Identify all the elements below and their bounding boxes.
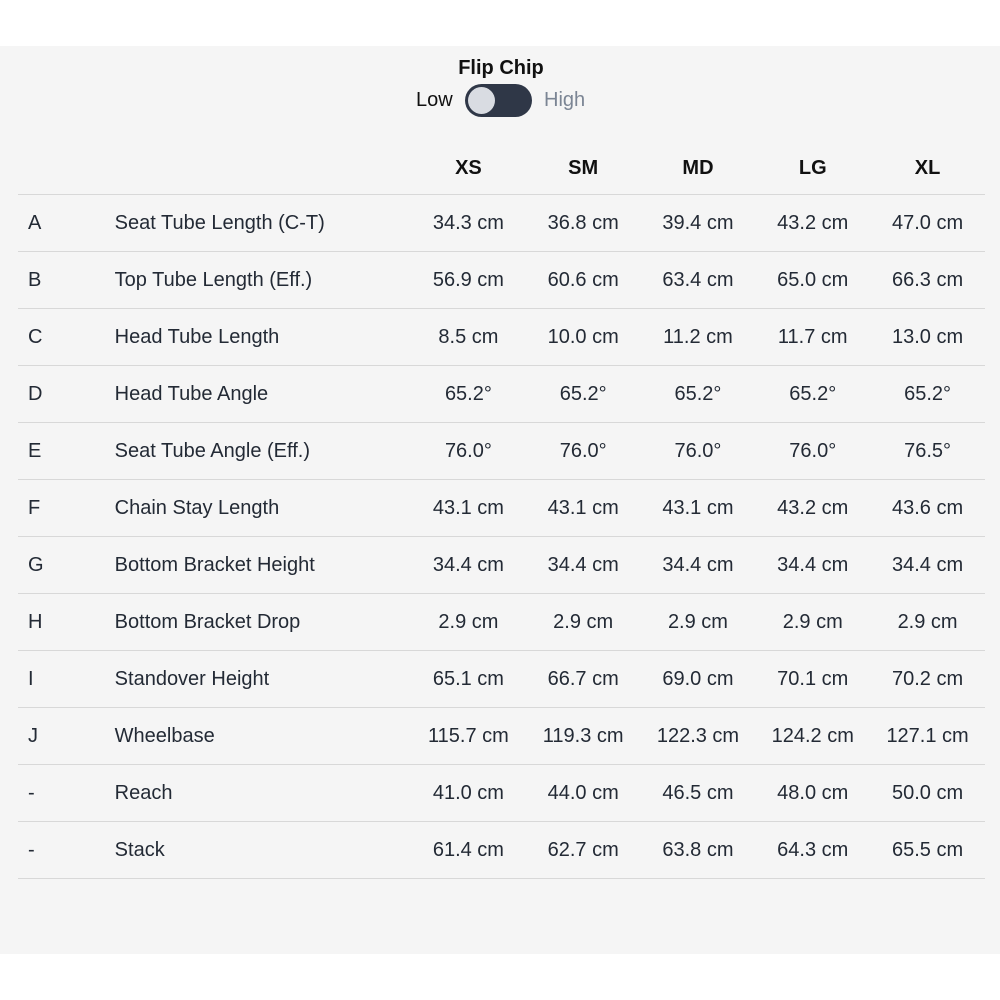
flip-chip-title: Flip Chip (458, 57, 544, 79)
size-header-md: MD (641, 142, 756, 195)
row-label: Reach (115, 765, 411, 822)
row-label: Stack (115, 822, 411, 879)
row-value: 115.7 cm (411, 708, 526, 765)
table-row (18, 480, 985, 537)
row-value: 61.4 cm (411, 822, 526, 879)
flip-chip-switch[interactable] (465, 84, 532, 117)
row-value: 60.6 cm (526, 252, 641, 309)
row-value: 2.9 cm (526, 594, 641, 651)
row-label: Wheelbase (115, 708, 411, 765)
row-label: Seat Tube Angle (Eff.) (115, 423, 411, 480)
row-value: 127.1 cm (870, 708, 985, 765)
table-row (18, 366, 985, 423)
row-label: Top Tube Length (Eff.) (115, 252, 411, 309)
row-letter: E (18, 423, 115, 480)
row-label: Seat Tube Length (C-T) (115, 195, 411, 252)
table-row (18, 252, 985, 309)
header-letter-cell (18, 142, 115, 195)
row-value: 66.7 cm (526, 651, 641, 708)
row-value: 65.2° (641, 366, 756, 423)
row-value: 10.0 cm (526, 309, 641, 366)
row-value: 124.2 cm (755, 708, 870, 765)
row-value: 65.2° (870, 366, 985, 423)
row-letter: A (18, 195, 115, 252)
row-letter: C (18, 309, 115, 366)
row-value: 43.1 cm (526, 480, 641, 537)
row-value: 47.0 cm (870, 195, 985, 252)
table-header-row (18, 142, 985, 195)
row-value: 70.2 cm (870, 651, 985, 708)
row-value: 44.0 cm (526, 765, 641, 822)
row-letter: F (18, 480, 115, 537)
geometry-panel (0, 46, 1000, 954)
row-value: 43.1 cm (411, 480, 526, 537)
size-header-xl: XL (870, 142, 985, 195)
row-value: 122.3 cm (641, 708, 756, 765)
row-value: 34.4 cm (526, 537, 641, 594)
row-value: 65.2° (411, 366, 526, 423)
row-value: 34.4 cm (411, 537, 526, 594)
row-letter: B (18, 252, 115, 309)
size-header-xs: XS (411, 142, 526, 195)
row-value: 43.2 cm (755, 480, 870, 537)
row-value: 65.1 cm (411, 651, 526, 708)
row-letter: I (18, 651, 115, 708)
table-row (18, 708, 985, 765)
row-value: 11.2 cm (641, 309, 756, 366)
row-label: Head Tube Angle (115, 366, 411, 423)
row-value: 2.9 cm (870, 594, 985, 651)
row-value: 11.7 cm (755, 309, 870, 366)
table-row (18, 309, 985, 366)
table-row (18, 765, 985, 822)
flip-chip-control (0, 56, 1000, 111)
row-value: 2.9 cm (411, 594, 526, 651)
row-value: 36.8 cm (526, 195, 641, 252)
row-value: 119.3 cm (526, 708, 641, 765)
row-value: 56.9 cm (411, 252, 526, 309)
table-row (18, 651, 985, 708)
row-value: 34.4 cm (755, 537, 870, 594)
row-label: Bottom Bracket Drop (115, 594, 411, 651)
flip-chip-low-label[interactable]: Low (416, 89, 453, 111)
row-letter: H (18, 594, 115, 651)
row-value: 43.6 cm (870, 480, 985, 537)
row-value: 63.4 cm (641, 252, 756, 309)
row-value: 2.9 cm (641, 594, 756, 651)
row-value: 50.0 cm (870, 765, 985, 822)
row-value: 43.2 cm (755, 195, 870, 252)
table-row (18, 594, 985, 651)
geometry-table (18, 142, 985, 879)
row-value: 8.5 cm (411, 309, 526, 366)
row-value: 65.5 cm (870, 822, 985, 879)
row-value: 13.0 cm (870, 309, 985, 366)
row-value: 76.0° (526, 423, 641, 480)
row-value: 65.0 cm (755, 252, 870, 309)
row-value: 2.9 cm (755, 594, 870, 651)
row-value: 66.3 cm (870, 252, 985, 309)
row-value: 65.2° (755, 366, 870, 423)
row-value: 65.2° (526, 366, 641, 423)
flip-chip-high-label[interactable]: High (544, 89, 586, 111)
row-letter: - (18, 765, 115, 822)
row-value: 46.5 cm (641, 765, 756, 822)
size-header-lg: LG (755, 142, 870, 195)
row-value: 34.3 cm (411, 195, 526, 252)
flip-chip-toggle-row (0, 84, 1000, 118)
row-value: 43.1 cm (641, 480, 756, 537)
header-label-cell (115, 142, 411, 195)
row-value: 64.3 cm (755, 822, 870, 879)
size-header-sm: SM (526, 142, 641, 195)
row-value: 76.0° (641, 423, 756, 480)
row-value: 69.0 cm (641, 651, 756, 708)
row-value: 76.0° (755, 423, 870, 480)
row-letter: J (18, 708, 115, 765)
row-value: 34.4 cm (641, 537, 756, 594)
row-letter: D (18, 366, 115, 423)
row-value: 41.0 cm (411, 765, 526, 822)
table-row (18, 195, 985, 252)
geometry-table-body (18, 195, 985, 879)
row-label: Head Tube Length (115, 309, 411, 366)
table-row (18, 822, 985, 879)
row-value: 48.0 cm (755, 765, 870, 822)
row-value: 63.8 cm (641, 822, 756, 879)
row-label: Standover Height (115, 651, 411, 708)
row-letter: G (18, 537, 115, 594)
row-label: Bottom Bracket Height (115, 537, 411, 594)
table-row (18, 537, 985, 594)
flip-chip-switch-knob[interactable] (468, 87, 495, 114)
row-label: Chain Stay Length (115, 480, 411, 537)
row-value: 76.0° (411, 423, 526, 480)
row-value: 39.4 cm (641, 195, 756, 252)
row-value: 70.1 cm (755, 651, 870, 708)
row-value: 62.7 cm (526, 822, 641, 879)
row-value: 34.4 cm (870, 537, 985, 594)
row-letter: - (18, 822, 115, 879)
row-value: 76.5° (870, 423, 985, 480)
table-row (18, 423, 985, 480)
